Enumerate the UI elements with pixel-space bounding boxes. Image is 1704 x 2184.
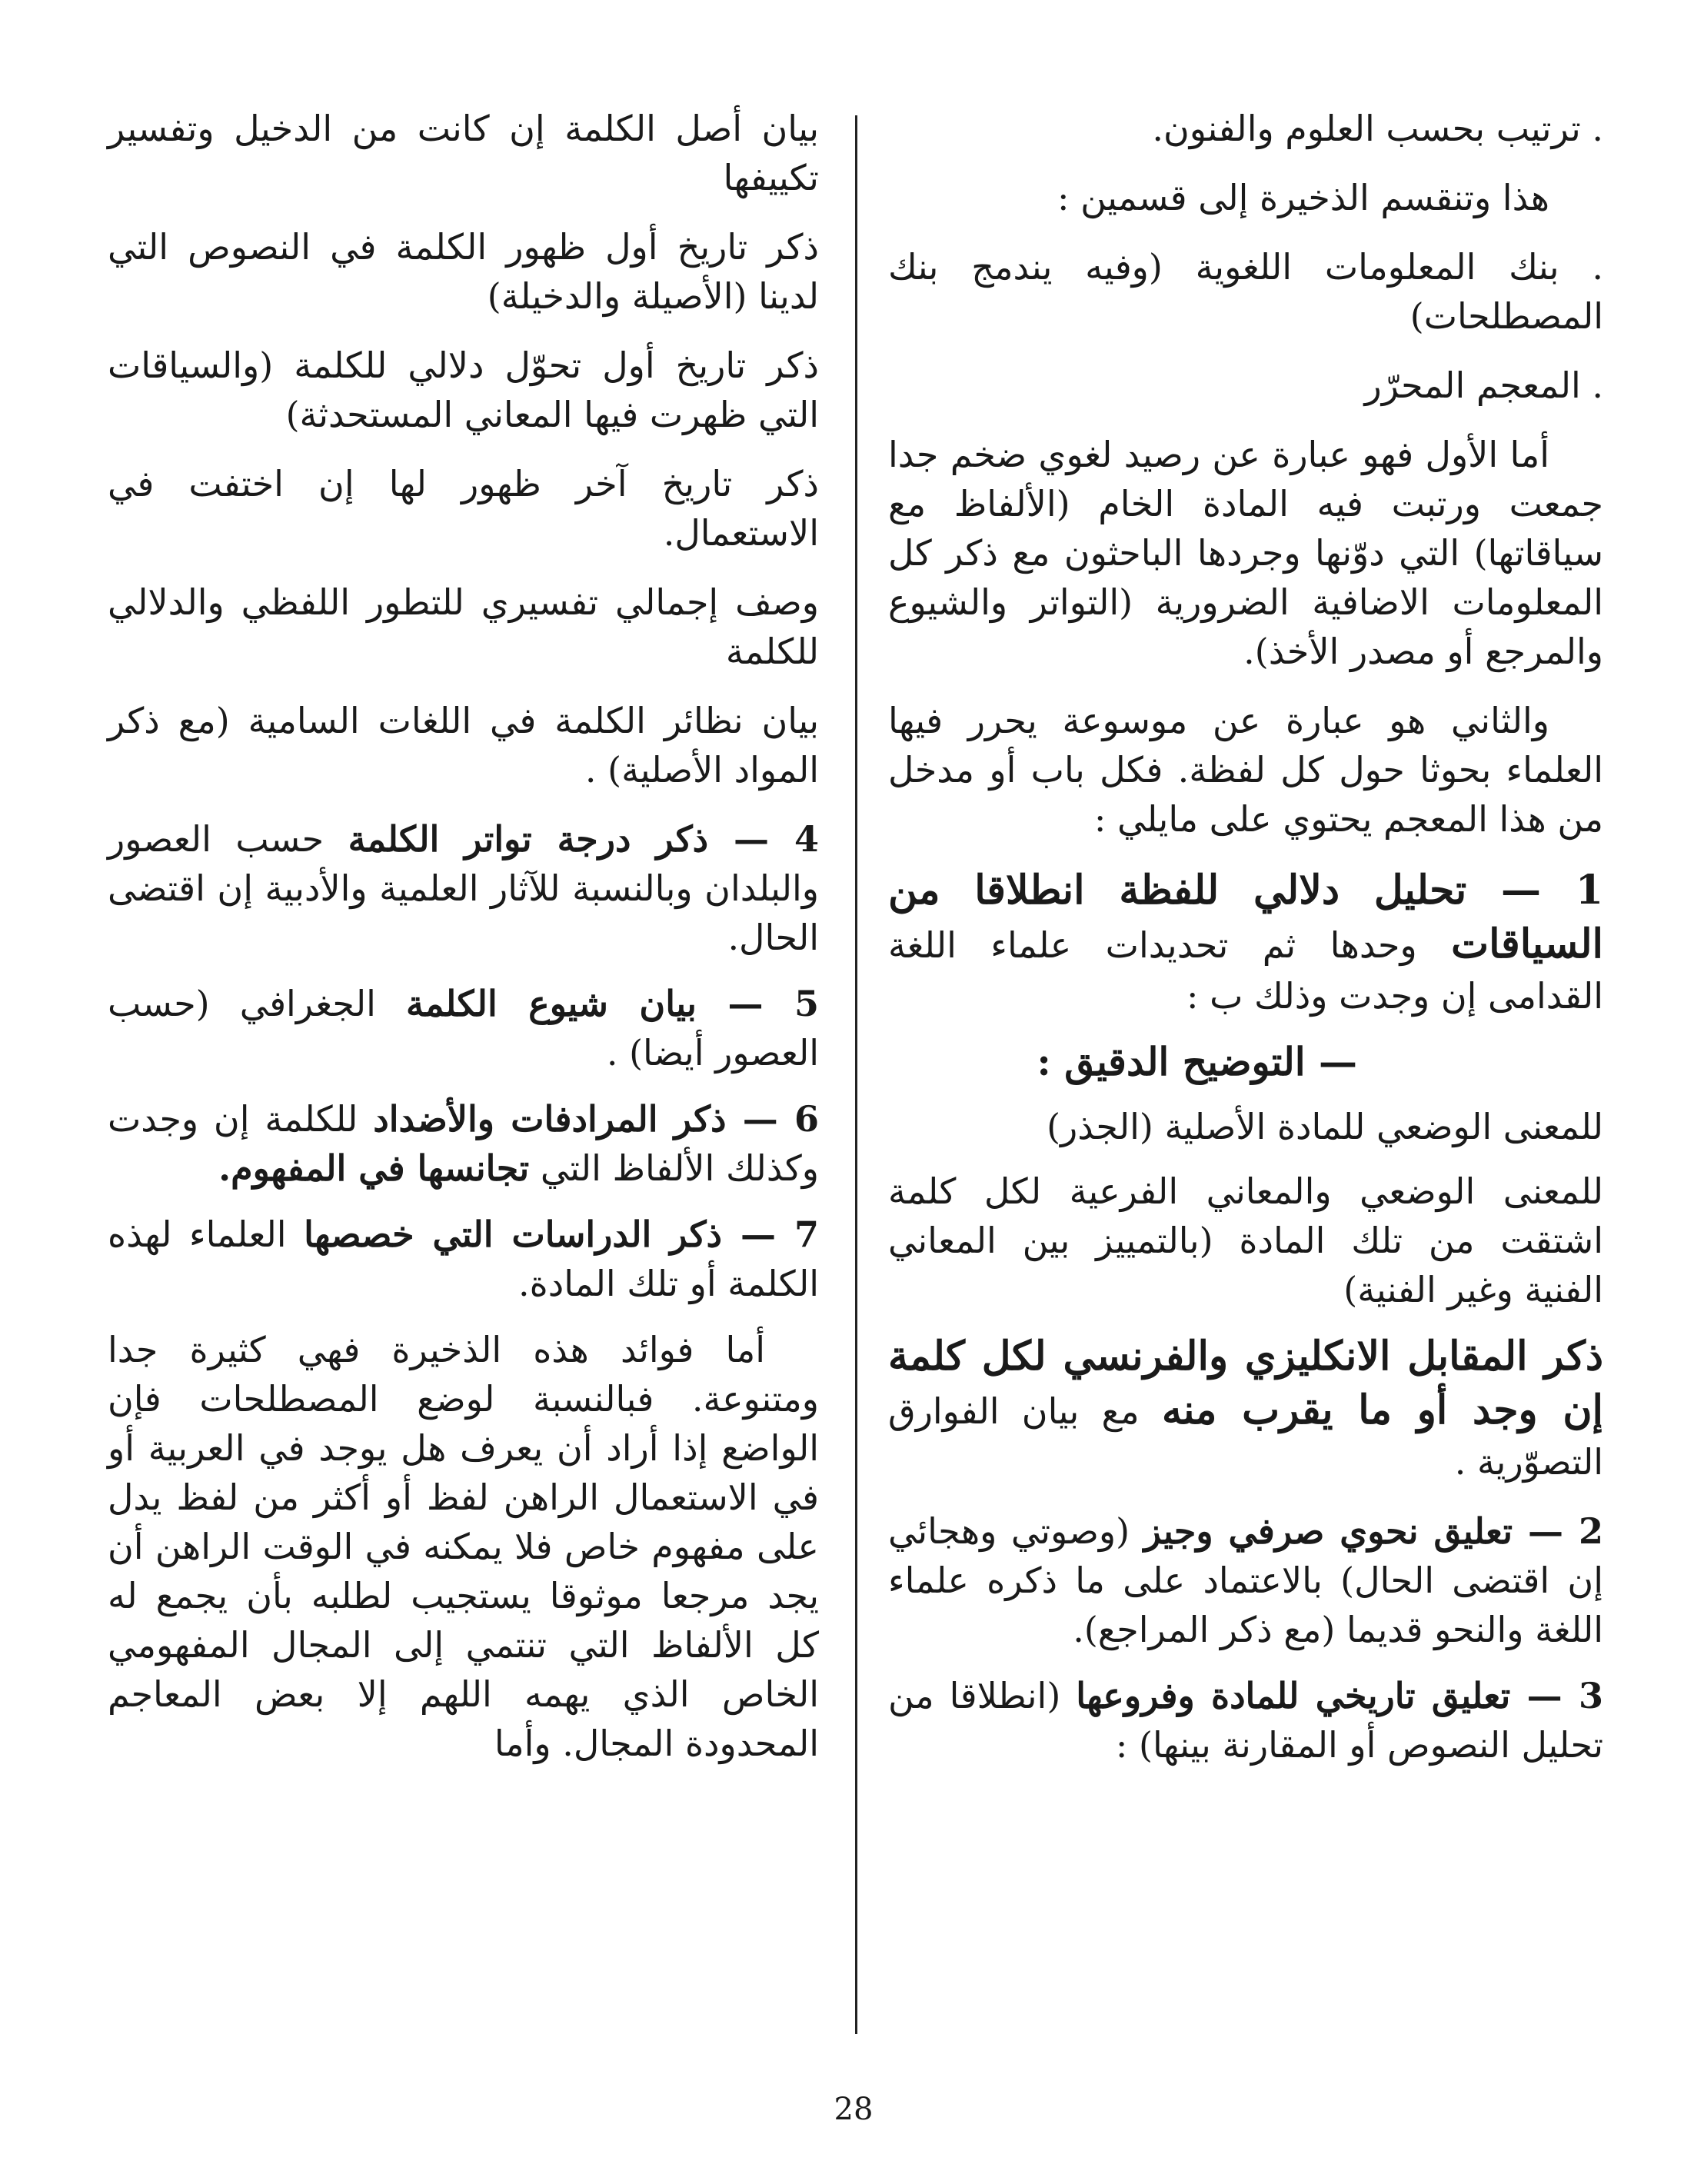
numbered-item [888,1506,1603,1654]
numbered-item [108,1094,819,1193]
item-heading: 3 — تعليق تاريخي للمادة وفروعها [1076,1675,1603,1716]
paragraph: أما فوائد هذه الذخيرة فهي كثيرة جدا ومتنوعة. فبالنسبة لوضع المصطلحات فإن الواضع إذا أراد أن يعرف هل يوجد في العربية أو في الاستعمال الراهن لفظ أو أكثر من لفظ يدل على مفهوم خاص فلا يمكنه في الوقت الراهن أن يجد مرجعا موثوقا يستجيب لطلبه بأن يجمع له كل الألفاظ التي تنتمي إلى المجال المفهومي الخاص الذي يهمه اللهم إلا بعض المعاجم المحدودة المجال. وأما [108,1329,819,1764]
item-text: للكلمة إن وجدت وكذلك الألفاظ التي [108,1098,819,1189]
item-text: الجغرافي (حسب العصور أيضا) . [108,983,819,1074]
item-text: (وصوتي وهجائي إن اقتضى الحال) بالاعتماد على ما ذكره علماء اللغة والنحو قديما (مع ذكر المراجع). [888,1510,1603,1650]
paragraph: ذكر تاريخ أول ظهور الكلمة في النصوص التي لدينا (الأصيلة والدخيلة) [108,226,819,317]
page-number: 28 [834,2092,874,2127]
item-heading: 4 — ذكر درجة تواتر الكلمة [348,818,819,860]
item-text: وحدها ثم تحديدات علماء اللغة القدامى إن وجدت وذلك ب : [888,924,1603,1017]
item-heading: 5 — بيان شيوع الكلمة [406,983,819,1024]
item-heading: 1 — تحليل دلالي للفظة انطلاقا من السياقات [888,867,1603,967]
paragraph: وصف إجمالي تفسيري للتطور اللفظي والدلالي للكلمة [108,581,819,672]
paragraph: ذكر تاريخ آخر ظهور لها إن اختفت في الاستعمال. [108,463,819,554]
numbered-item [888,864,1603,1020]
paragraph: للمعنى الوضعي والمعاني الفرعية لكل كلمة اشتقت من تلك المادة (بالتمييز بين المعاني الفنية وغير الفنية) [888,1170,1603,1310]
paragraph: أما الأول فهو عبارة عن رصيد لغوي ضخم جدا جمعت ورتبت فيه المادة الخام (الألفاظ مع سياقاتها) التي دوّنها وجردها الباحثون مع ذكر كل المعلومات الاضافية الضرورية (التواتر والشيوع والمرجع أو مصدر الأخذ). [888,434,1603,672]
numbered-item [108,979,819,1077]
paragraph [888,1330,1603,1487]
sub-heading: — التوضيح الدقيق : [1037,1039,1357,1084]
bold-text: تجانسها في المفهوم. [218,1147,530,1189]
left-column [108,104,819,1788]
item-text: (انطلاقا من تحليل النصوص أو المقارنة بينها) : [888,1675,1603,1766]
item-heading: 2 — تعليق نحوي صرفي وجيز [1143,1510,1603,1552]
numbered-item [888,1671,1603,1770]
list-item: . بنك المعلومات اللغوية (وفيه يندمج بنك المصطلحات) [888,242,1603,341]
column-divider [855,115,857,2034]
bold-text: ذكر المقابل الانكليزي والفرنسي لكل كلمة إن وجد أو ما يقرب منه [888,1333,1603,1433]
item-heading: 6 — ذكر المرادفات والأضداد [373,1098,819,1140]
paragraph: ذكر تاريخ أول تحوّل دلالي للكلمة (والسياقات التي ظهرت فيها المعاني المستحدثة) [108,345,819,435]
right-column [888,104,1603,1786]
numbered-item [108,814,819,962]
numbered-item [108,1210,819,1308]
paragraph: للمعنى الوضعي للمادة الأصلية (الجذر) [1047,1106,1603,1147]
paragraph: بيان أصل الكلمة إن كانت من الدخيل وتفسير تكييفها [108,108,819,198]
paragraph: بيان نظائر الكلمة في اللغات السامية (مع ذكر المواد الأصلية) . [108,700,820,791]
item-text: حسب العصور والبلدان وبالنسبة للآثار العلمية والأدبية إن اقتضى الحال. [108,818,819,958]
paragraph: والثاني هو عبارة عن موسوعة يحرر فيها العلماء بحوثا حول كل لفظة. فكل باب أو مدخل من هذا المعجم يحتوي على مايلي : [888,700,1603,840]
item-heading: 7 — ذكر الدراسات التي خصصها [304,1214,819,1255]
paragraph: . ترتيب بحسب العلوم والفنون. [888,104,1603,153]
item-text: العلماء لهذه الكلمة أو تلك المادة. [108,1214,819,1304]
item-text: مع بيان الفوارق التصوّرية . [888,1390,1603,1483]
paragraph: هذا وتنقسم الذخيرة إلى قسمين : [1057,177,1549,218]
list-item: . المعجم المحرّر [888,361,1603,410]
